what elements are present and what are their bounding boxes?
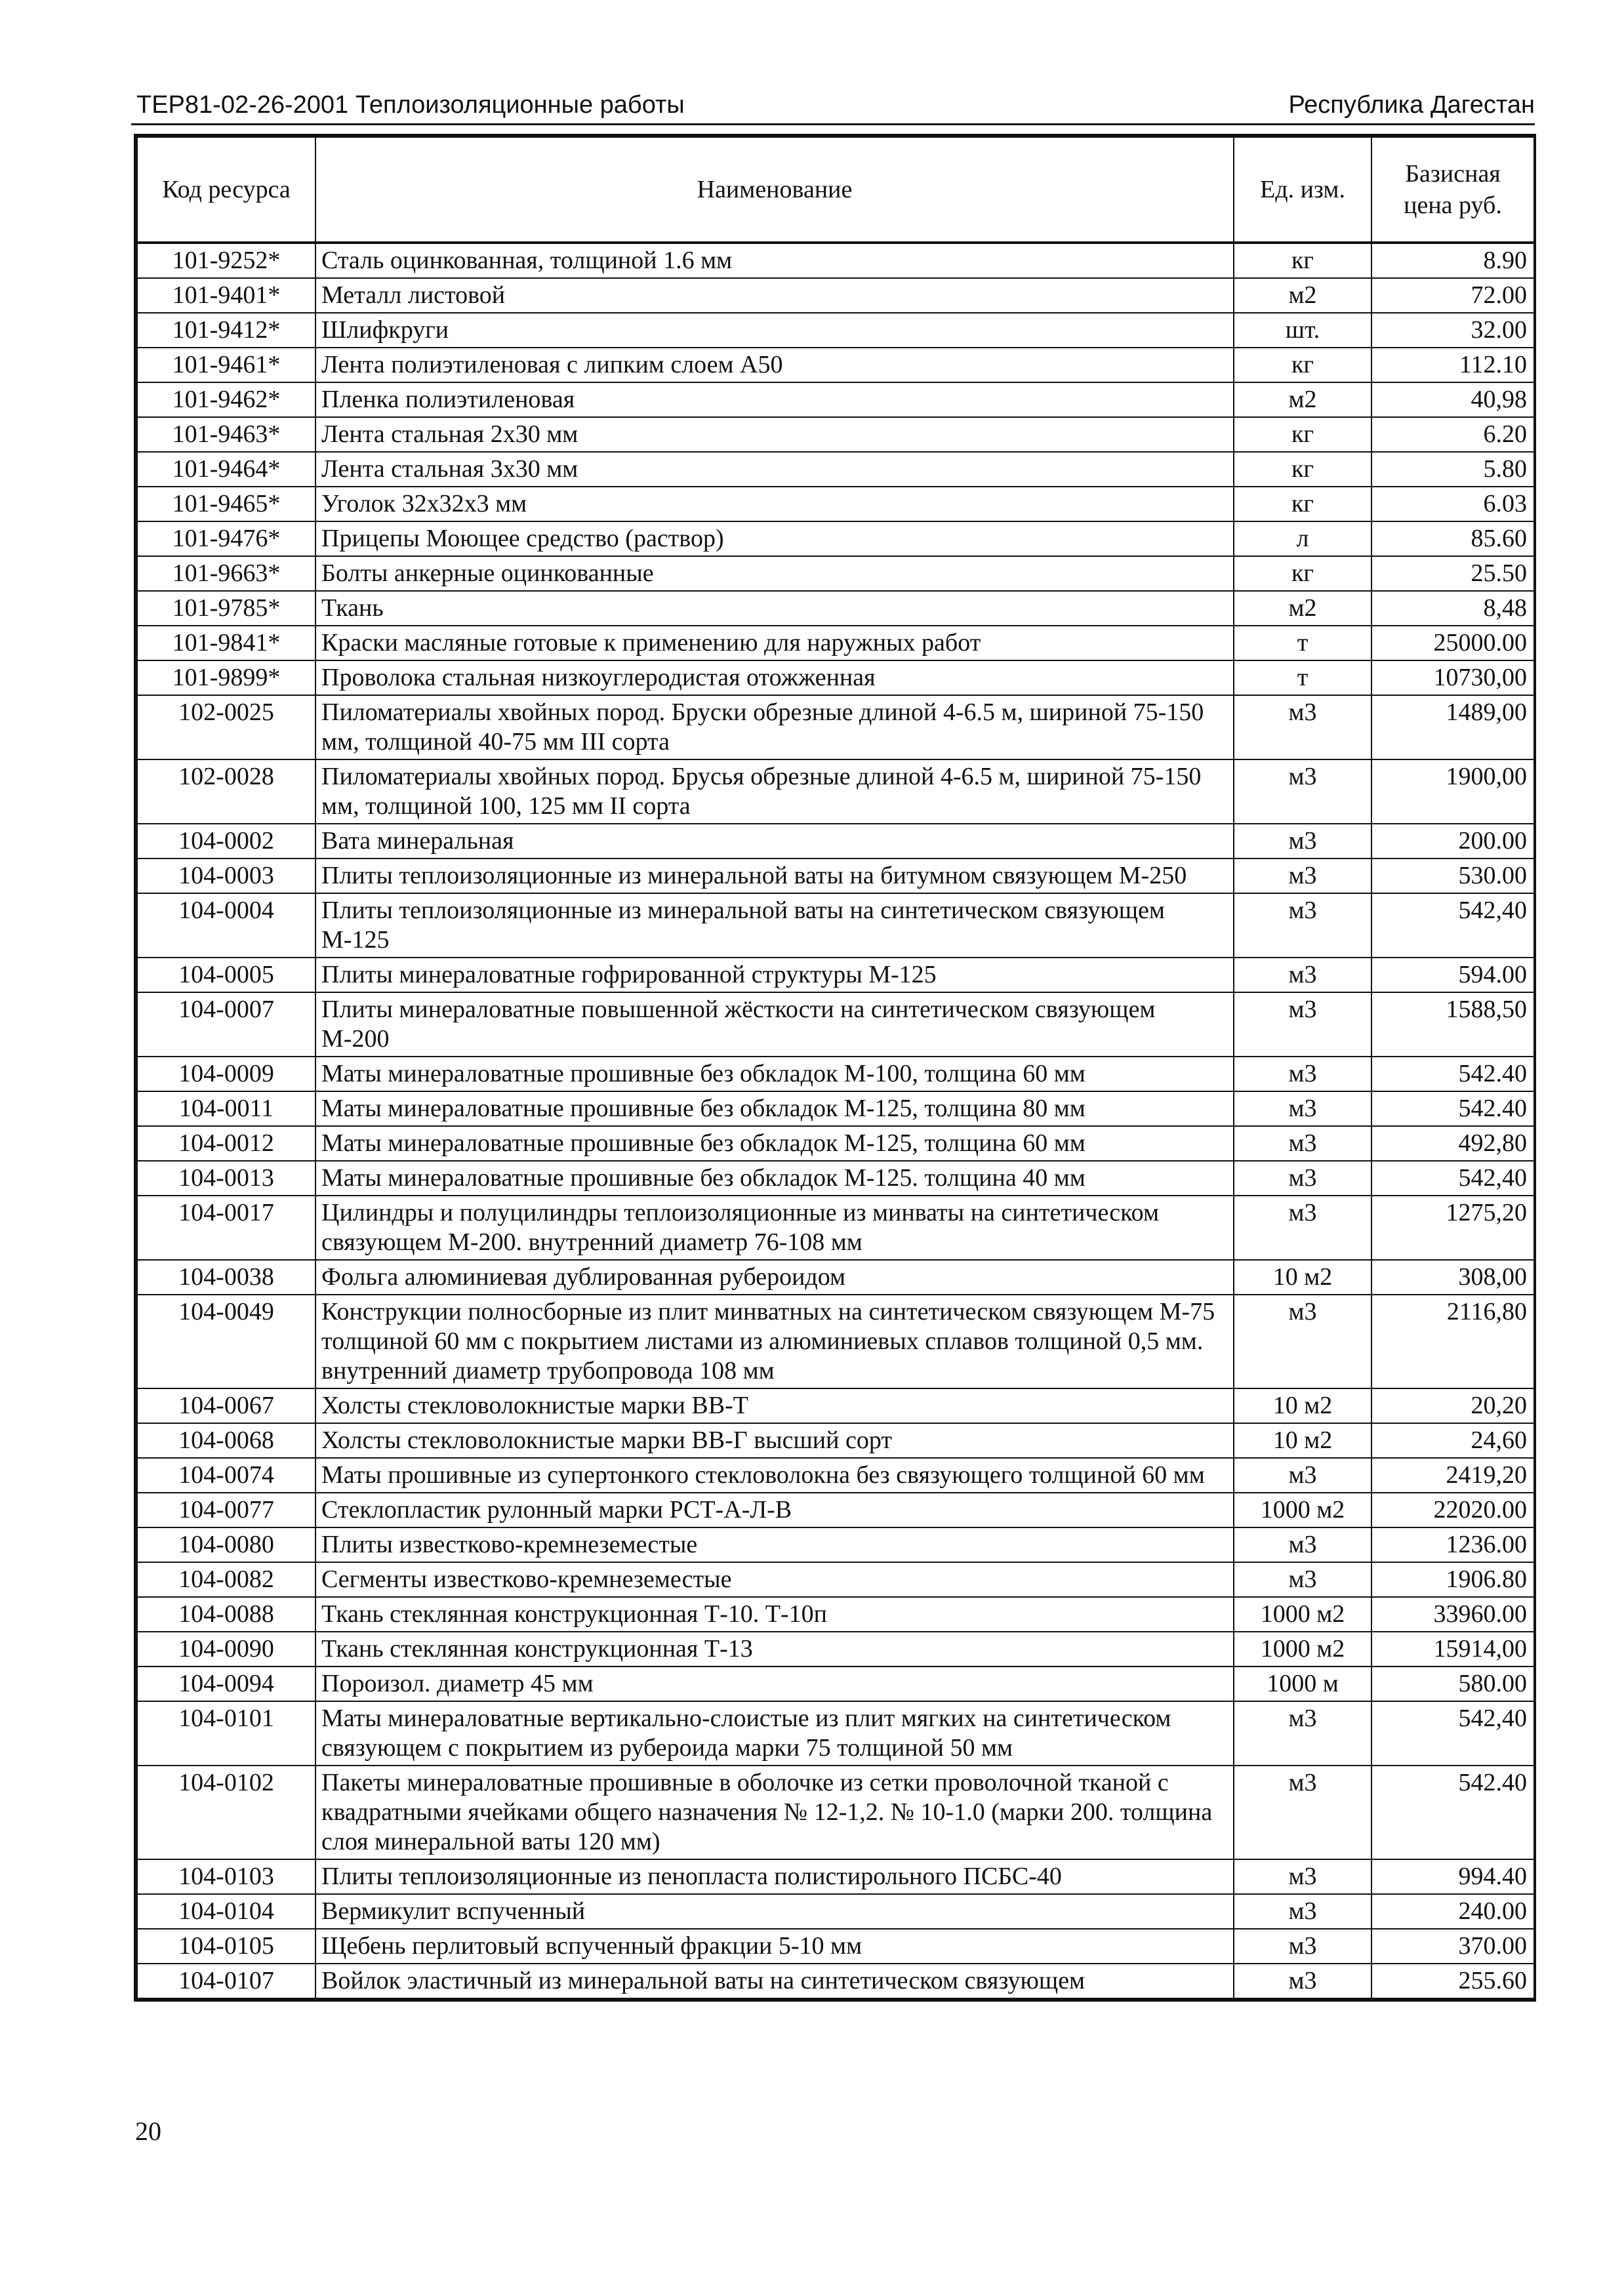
running-header: [131, 83, 1535, 125]
base-price: 1906.80: [1371, 1562, 1534, 1597]
resource-name: Уголок 32х32х3 мм: [315, 487, 1234, 521]
resource-name: Ткань: [315, 591, 1234, 626]
resource-name: Шлифкруги: [315, 313, 1234, 348]
base-price: 994.40: [1371, 1859, 1534, 1894]
resource-code: 101-9663*: [137, 556, 315, 591]
base-price: 255.60: [1371, 1964, 1534, 1998]
unit-of-measure: т: [1234, 626, 1371, 660]
resource-name: Плиты известково-кремнеземестые: [315, 1527, 1234, 1562]
table-header-row: [137, 137, 1534, 243]
unit-of-measure: шт.: [1234, 313, 1371, 348]
base-price: 8.90: [1371, 243, 1534, 278]
base-price: 5.80: [1371, 452, 1534, 487]
unit-of-measure: кг: [1234, 487, 1371, 521]
table-row: [137, 521, 1534, 556]
unit-of-measure: м3: [1234, 1766, 1371, 1859]
resource-code: 104-0013: [137, 1161, 315, 1196]
resource-code: 102-0025: [137, 695, 315, 759]
resource-code: 104-0012: [137, 1126, 315, 1161]
unit-of-measure: кг: [1234, 417, 1371, 452]
resource-name: Холсты стекловолокнистые марки ВВ-Т: [315, 1388, 1234, 1423]
base-price: 10730,00: [1371, 660, 1534, 695]
base-price: 15914,00: [1371, 1632, 1534, 1667]
resource-name: Ткань стеклянная конструкционная Т-10. Т-10п: [315, 1597, 1234, 1632]
resource-code: 104-0005: [137, 958, 315, 992]
resource-name: Болты анкерные оцинкованные: [315, 556, 1234, 591]
unit-of-measure: м3: [1234, 1964, 1371, 1998]
table-row: [137, 278, 1534, 313]
table-row: [137, 1527, 1534, 1562]
table-row: [137, 1091, 1534, 1126]
unit-of-measure: м3: [1234, 1701, 1371, 1766]
unit-of-measure: м3: [1234, 893, 1371, 958]
table-row: [137, 1894, 1534, 1929]
table-row: [137, 1458, 1534, 1493]
resource-code: 101-9476*: [137, 521, 315, 556]
table-row: [137, 859, 1534, 893]
resource-name: Маты прошивные из супертонкого стекловолокна без связующего толщиной 60 мм: [315, 1458, 1234, 1493]
resource-name: Холсты стекловолокнистые марки ВВ-Г высший сорт: [315, 1423, 1234, 1458]
base-price: 530.00: [1371, 859, 1534, 893]
resource-name: Плиты минераловатные повышенной жёсткости на синтетическом связующем М-200: [315, 992, 1234, 1057]
resource-name: Лента стальная 2х30 мм: [315, 417, 1234, 452]
table-row: [137, 487, 1534, 521]
resource-name: Плиты теплоизоляционные из минеральной ваты на битумном связующем М-250: [315, 859, 1234, 893]
column-header-price: Базисная цена руб.: [1371, 137, 1534, 243]
base-price: 33960.00: [1371, 1597, 1534, 1632]
resource-name: Маты минераловатные прошивные без обкладок М-125, толщина 80 мм: [315, 1091, 1234, 1126]
resource-code: 104-0103: [137, 1859, 315, 1894]
base-price: 370.00: [1371, 1929, 1534, 1964]
resource-code: 101-9785*: [137, 591, 315, 626]
table-row: [137, 1057, 1534, 1091]
table-row: [137, 313, 1534, 348]
resource-name: Сегменты известково-кремнеземестые: [315, 1562, 1234, 1597]
resource-name: Пороизол. диаметр 45 мм: [315, 1667, 1234, 1701]
base-price: 542,40: [1371, 893, 1534, 958]
table-row: [137, 1196, 1534, 1260]
resource-name: Щебень перлитовый вспученный фракции 5-10 мм: [315, 1929, 1234, 1964]
resource-name: Плиты теплоизоляционные из минеральной ваты на синтетическом связующем М-125: [315, 893, 1234, 958]
table-row: [137, 1859, 1534, 1894]
unit-of-measure: м3: [1234, 824, 1371, 859]
table-row: [137, 958, 1534, 992]
column-header-name: Наименование: [315, 137, 1234, 243]
resource-name: Пиломатериалы хвойных пород. Бруски обрезные длиной 4-6.5 м, шириной 75-150 мм, толщиной 40-75 мм III сорта: [315, 695, 1234, 759]
base-price: 542.40: [1371, 1766, 1534, 1859]
resource-code: 101-9412*: [137, 313, 315, 348]
table-row: [137, 1423, 1534, 1458]
table-row: [137, 243, 1534, 278]
table-row: [137, 1597, 1534, 1632]
resource-name: Маты минераловатные прошивные без обкладок М-125. толщина 40 мм: [315, 1161, 1234, 1196]
resource-code: 104-0003: [137, 859, 315, 893]
base-price: 1489,00: [1371, 695, 1534, 759]
table-row: [137, 417, 1534, 452]
base-price: 1588,50: [1371, 992, 1534, 1057]
table-row: [137, 1929, 1534, 1964]
resource-code: 102-0028: [137, 759, 315, 824]
unit-of-measure: 1000 м2: [1234, 1632, 1371, 1667]
base-price: 542,40: [1371, 1161, 1534, 1196]
resource-name: Краски масляные готовые к применению для наружных работ: [315, 626, 1234, 660]
resource-code: 104-0082: [137, 1562, 315, 1597]
resource-code: 104-0107: [137, 1964, 315, 1998]
unit-of-measure: м3: [1234, 1458, 1371, 1493]
table-row: [137, 1295, 1534, 1388]
resource-code: 101-9899*: [137, 660, 315, 695]
resource-name: Конструкции полносборные из плит минватных на синтетическом связующем М-75 толщиной 60 мм с покрытием листами из алюминиевых сплавов толщиной 0,5 мм. внутренний диаметр трубопровода 108 мм: [315, 1295, 1234, 1388]
resource-name: Фольга алюминиевая дублированная рубероидом: [315, 1260, 1234, 1295]
unit-of-measure: 1000 м2: [1234, 1493, 1371, 1527]
column-header-unit: Ед. изм.: [1234, 137, 1371, 243]
base-price: 85.60: [1371, 521, 1534, 556]
resource-name: Лента стальная 3х30 мм: [315, 452, 1234, 487]
resource-code: 101-9462*: [137, 382, 315, 417]
resource-name: Проволока стальная низкоуглеродистая отожженная: [315, 660, 1234, 695]
base-price: 580.00: [1371, 1667, 1534, 1701]
region-name: Республика Дагестан: [1288, 91, 1535, 119]
resource-name: Лента полиэтиленовая с липким слоем А50: [315, 348, 1234, 382]
base-price: 72.00: [1371, 278, 1534, 313]
unit-of-measure: м3: [1234, 1295, 1371, 1388]
resource-name: Цилиндры и полуцилиндры теплоизоляционные из минваты на синтетическом связующем М-200. внутренний диаметр 76-108 мм: [315, 1196, 1234, 1260]
column-header-code: Код ресурса: [137, 137, 315, 243]
base-price: 6.20: [1371, 417, 1534, 452]
resource-code: 104-0074: [137, 1458, 315, 1493]
unit-of-measure: 1000 м: [1234, 1667, 1371, 1701]
resource-code: 104-0077: [137, 1493, 315, 1527]
base-price: 112.10: [1371, 348, 1534, 382]
resource-code: 104-0088: [137, 1597, 315, 1632]
unit-of-measure: м3: [1234, 1859, 1371, 1894]
resource-name: Маты минераловатные прошивные без обкладок М-100, толщина 60 мм: [315, 1057, 1234, 1091]
table-row: [137, 1766, 1534, 1859]
table-row: [137, 1562, 1534, 1597]
resource-name: Войлок эластичный из минеральной ваты на синтетическом связующем: [315, 1964, 1234, 1998]
table-row: [137, 695, 1534, 759]
resource-name: Пакеты минераловатные прошивные в оболочке из сетки проволочной тканой с квадратными ячейками общего назначения № 12-1,2. № 10-1.0 (марки 200. толщина слоя минеральной ваты 120 мм): [315, 1766, 1234, 1859]
page-number: 20: [135, 2116, 161, 2146]
unit-of-measure: м3: [1234, 1196, 1371, 1260]
resource-code: 104-0068: [137, 1423, 315, 1458]
unit-of-measure: м3: [1234, 1161, 1371, 1196]
resource-name: Плиты минераловатные гофрированной структуры М-125: [315, 958, 1234, 992]
resource-name: Пленка полиэтиленовая: [315, 382, 1234, 417]
table-row: [137, 1667, 1534, 1701]
unit-of-measure: м3: [1234, 1527, 1371, 1562]
unit-of-measure: м3: [1234, 958, 1371, 992]
unit-of-measure: м3: [1234, 859, 1371, 893]
document-title: ТЕР81-02-26-2001 Теплоизоляционные работы: [136, 91, 685, 119]
resource-name: Плиты теплоизоляционные из пенопласта полистирольного ПСБС-40: [315, 1859, 1234, 1894]
unit-of-measure: м3: [1234, 1929, 1371, 1964]
unit-of-measure: м3: [1234, 1126, 1371, 1161]
resource-code: 104-0049: [137, 1295, 315, 1388]
resource-code: 104-0017: [137, 1196, 315, 1260]
base-price: 2419,20: [1371, 1458, 1534, 1493]
base-price: 594.00: [1371, 958, 1534, 992]
table-row: [137, 824, 1534, 859]
resource-code: 104-0094: [137, 1667, 315, 1701]
resource-code: 104-0101: [137, 1701, 315, 1766]
unit-of-measure: м3: [1234, 1091, 1371, 1126]
resource-code: 104-0011: [137, 1091, 315, 1126]
base-price: 542.40: [1371, 1057, 1534, 1091]
table-row: [137, 1493, 1534, 1527]
resource-code: 104-0067: [137, 1388, 315, 1423]
unit-of-measure: м3: [1234, 992, 1371, 1057]
resource-code: 101-9841*: [137, 626, 315, 660]
table-row: [137, 1701, 1534, 1766]
resource-code: 101-9401*: [137, 278, 315, 313]
base-price: 492,80: [1371, 1126, 1534, 1161]
table-row: [137, 1632, 1534, 1667]
unit-of-measure: кг: [1234, 556, 1371, 591]
resource-name: Металл листовой: [315, 278, 1234, 313]
table-row: [137, 382, 1534, 417]
unit-of-measure: м3: [1234, 695, 1371, 759]
resource-name: Пиломатериалы хвойных пород. Брусья обрезные длиной 4-6.5 м, шириной 75-150 мм, толщиной 100, 125 мм II сорта: [315, 759, 1234, 824]
table-row: [137, 348, 1534, 382]
unit-of-measure: м3: [1234, 1057, 1371, 1091]
resource-code: 104-0004: [137, 893, 315, 958]
base-price: 8,48: [1371, 591, 1534, 626]
table-row: [137, 556, 1534, 591]
resource-code: 101-9461*: [137, 348, 315, 382]
unit-of-measure: кг: [1234, 348, 1371, 382]
unit-of-measure: м3: [1234, 1894, 1371, 1929]
unit-of-measure: кг: [1234, 243, 1371, 278]
table-row: [137, 1126, 1534, 1161]
resource-name: Прицепы Моющее средство (раствор): [315, 521, 1234, 556]
resource-name: Маты минераловатные прошивные без обкладок М-125, толщина 60 мм: [315, 1126, 1234, 1161]
base-price: 542,40: [1371, 1701, 1534, 1766]
resource-code: 104-0102: [137, 1766, 315, 1859]
table-row: [137, 660, 1534, 695]
base-price: 200.00: [1371, 824, 1534, 859]
base-price: 20,20: [1371, 1388, 1534, 1423]
unit-of-measure: м2: [1234, 278, 1371, 313]
unit-of-measure: 10 м2: [1234, 1423, 1371, 1458]
table-row: [137, 1260, 1534, 1295]
base-price: 25.50: [1371, 556, 1534, 591]
resource-name: Вата минеральная: [315, 824, 1234, 859]
table-row: [137, 759, 1534, 824]
table-row: [137, 452, 1534, 487]
resource-code: 101-9252*: [137, 243, 315, 278]
table-row: [137, 1964, 1534, 1998]
unit-of-measure: кг: [1234, 452, 1371, 487]
base-price: 542.40: [1371, 1091, 1534, 1126]
base-price: 6.03: [1371, 487, 1534, 521]
base-price: 25000.00: [1371, 626, 1534, 660]
resource-code: 104-0038: [137, 1260, 315, 1295]
unit-of-measure: м2: [1234, 591, 1371, 626]
table-row: [137, 626, 1534, 660]
base-price: 32.00: [1371, 313, 1534, 348]
resource-code: 104-0105: [137, 1929, 315, 1964]
resource-name: Ткань стеклянная конструкционная Т-13: [315, 1632, 1234, 1667]
unit-of-measure: 1000 м2: [1234, 1597, 1371, 1632]
base-price: 24,60: [1371, 1423, 1534, 1458]
base-price: 2116,80: [1371, 1295, 1534, 1388]
base-price: 1275,20: [1371, 1196, 1534, 1260]
resource-code: 104-0104: [137, 1894, 315, 1929]
resource-name: Вермикулит вспученный: [315, 1894, 1234, 1929]
base-price: 1236.00: [1371, 1527, 1534, 1562]
resource-name: Маты минераловатные вертикально-слоистые из плит мягких на синтетическом связующем с покрытием из рубероида марки 75 толщиной 50 мм: [315, 1701, 1234, 1766]
unit-of-measure: м3: [1234, 1562, 1371, 1597]
base-price: 1900,00: [1371, 759, 1534, 824]
resource-code: 104-0090: [137, 1632, 315, 1667]
unit-of-measure: 10 м2: [1234, 1388, 1371, 1423]
resource-name: Стеклопластик рулонный марки РСТ-А-Л-В: [315, 1493, 1234, 1527]
base-price: 240.00: [1371, 1894, 1534, 1929]
resource-code: 101-9464*: [137, 452, 315, 487]
resource-code: 104-0002: [137, 824, 315, 859]
resource-name: Сталь оцинкованная, толщиной 1.6 мм: [315, 243, 1234, 278]
unit-of-measure: м2: [1234, 382, 1371, 417]
resource-code: 101-9463*: [137, 417, 315, 452]
resource-code: 104-0007: [137, 992, 315, 1057]
resource-code: 104-0080: [137, 1527, 315, 1562]
table-row: [137, 992, 1534, 1057]
unit-of-measure: л: [1234, 521, 1371, 556]
table-row: [137, 893, 1534, 958]
table-row: [137, 1161, 1534, 1196]
price-table: [134, 134, 1536, 2002]
resource-code: 101-9465*: [137, 487, 315, 521]
unit-of-measure: т: [1234, 660, 1371, 695]
resource-code: 104-0009: [137, 1057, 315, 1091]
unit-of-measure: 10 м2: [1234, 1260, 1371, 1295]
table-body: [137, 243, 1534, 1998]
base-price: 40,98: [1371, 382, 1534, 417]
base-price: 22020.00: [1371, 1493, 1534, 1527]
table-row: [137, 1388, 1534, 1423]
unit-of-measure: м3: [1234, 759, 1371, 824]
table-row: [137, 591, 1534, 626]
base-price: 308,00: [1371, 1260, 1534, 1295]
